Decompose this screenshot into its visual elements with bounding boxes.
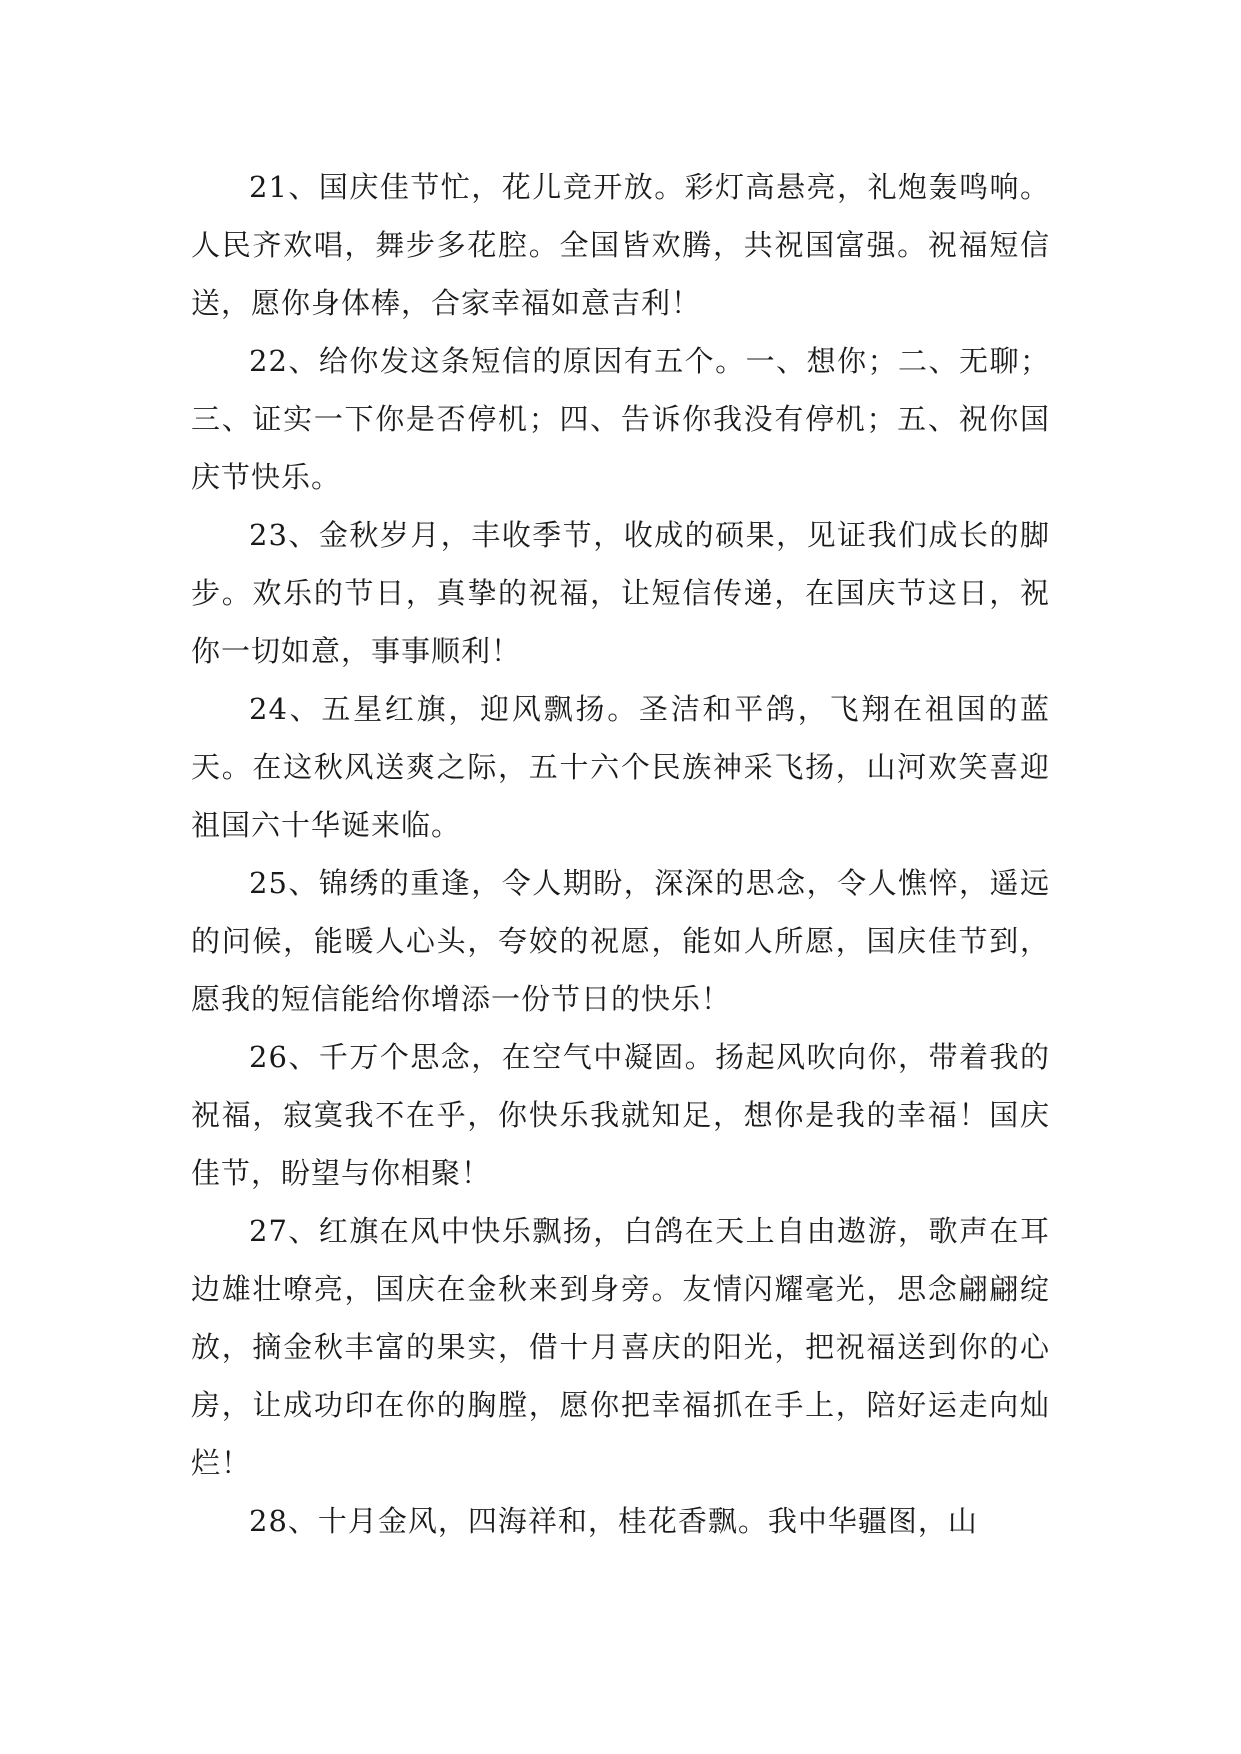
paragraph-26: 26、千万个思念，在空气中凝固。扬起风吹向你，带着我的祝福，寂寞我不在乎，你快乐我就知足，想你是我的幸福！国庆佳节，盼望与你相聚！ <box>191 1040 1050 1190</box>
paragraph-25: 25、锦绣的重逢，令人期盼，深深的思念，令人憔悴，遥远的问候，能暖人心头，夸姣的祝愿，能如人所愿，国庆佳节到，愿我的短信能给你增添一份节日的快乐！ <box>191 866 1050 1016</box>
paragraph-22: 22、给你发这条短信的原因有五个。一、想你；二、无聊；三、证实一下你是否停机；四、告诉你我没有停机；五、祝你国庆节快乐。 <box>191 344 1050 494</box>
document-page <box>191 158 1050 1550</box>
paragraph-21: 21、国庆佳节忙，花儿竞开放。彩灯高悬亮，礼炮轰鸣响。人民齐欢唱，舞步多花腔。全国皆欢腾，共祝国富强。祝福短信送，愿你身体棒，合家幸福如意吉利！ <box>191 170 1050 320</box>
paragraph-23: 23、金秋岁月，丰收季节，收成的硕果，见证我们成长的脚步。欢乐的节日，真挚的祝福，让短信传递，在国庆节这日，祝你一切如意，事事顺利！ <box>191 518 1050 668</box>
paragraph-27: 27、红旗在风中快乐飘扬，白鸽在天上自由遨游，歌声在耳边雄壮嘹亮，国庆在金秋来到身旁。友情闪耀毫光，思念翩翩绽放，摘金秋丰富的果实，借十月喜庆的阳光，把祝福送到你的心房，让成功印在你的胸膛，愿你把幸福抓在手上，陪好运走向灿烂！ <box>191 1214 1050 1480</box>
paragraph-28: 28、十月金风，四海祥和，桂花香飘。我中华疆图，山 <box>249 1504 978 1538</box>
paragraph-24: 24、五星红旗，迎风飘扬。圣洁和平鸽，飞翔在祖国的蓝天。在这秋风送爽之际，五十六个民族神采飞扬，山河欢笑喜迎祖国六十华诞来临。 <box>191 692 1050 842</box>
